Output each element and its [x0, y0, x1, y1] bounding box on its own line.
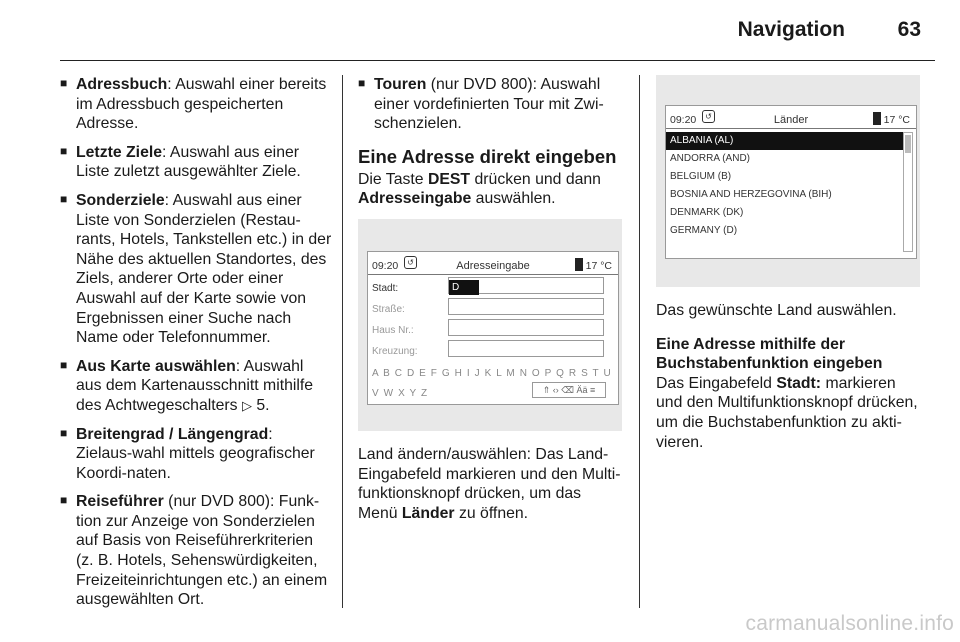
- field-label: Haus Nr.:: [372, 324, 414, 336]
- phone-icon: [575, 258, 583, 271]
- form-row-city[interactable]: [368, 275, 618, 296]
- list-item: [60, 357, 332, 416]
- temperature: [575, 257, 612, 277]
- back-icon[interactable]: ↺: [404, 256, 417, 269]
- screen-header: [666, 106, 916, 129]
- bullet-icon: ■: [60, 357, 68, 372]
- item-term: Touren: [374, 76, 427, 93]
- bullet-icon: ■: [60, 76, 68, 90]
- bullet-icon: ■: [60, 143, 68, 158]
- item-text: : Auswahl einer bereits im Adressbuch gespeicherten Adresse.: [76, 76, 327, 133]
- paragraph: [358, 445, 624, 523]
- temperature: [873, 111, 910, 131]
- text: Die Taste: [358, 170, 428, 188]
- section-heading: Eine Adresse direkt eingeben: [358, 145, 617, 167]
- list-item[interactable]: DENMARK (DK): [670, 207, 744, 218]
- screen-title: Adresseingabe: [456, 259, 530, 272]
- clock-time: 09:20: [670, 114, 697, 126]
- text: Land ändern/auswählen: Das Land-Eingabefeld markieren und den Multi-funktionsknopf drücken, um das Menü: [358, 445, 621, 522]
- street-input[interactable]: [448, 298, 604, 315]
- key-name: DEST: [427, 170, 471, 188]
- page-reference[interactable]: 5.: [256, 396, 270, 414]
- paragraph: [656, 374, 922, 452]
- header-title: Navigation: [737, 18, 845, 41]
- reference-arrow-icon: ▷: [241, 397, 252, 413]
- item-text: : Zielaus-wahl mittels geografischer Koordi-naten.: [76, 425, 315, 482]
- letter-bar[interactable]: A B C D E F G H I J K L M N O P Q R S T U V W X Y Z: [372, 367, 612, 399]
- text: auswählen.: [471, 190, 556, 208]
- screen-title: Länder: [773, 114, 809, 126]
- clock-time: 09:20: [372, 259, 399, 272]
- bullet-icon: ■: [60, 425, 68, 440]
- intro-paragraph: [358, 170, 624, 209]
- column-divider: [639, 75, 640, 608]
- field-label: Stadt:: [372, 282, 399, 294]
- list-item[interactable]: ALBANIA (AL): [666, 132, 904, 150]
- bullet-icon: ■: [60, 191, 68, 206]
- list-item[interactable]: BELGIUM (B): [670, 171, 732, 182]
- list-item[interactable]: ANDORRA (AND): [670, 153, 751, 164]
- speller-controls[interactable]: ⇑ ‹› ⌫ Ää ≡: [532, 382, 606, 398]
- text: zu öffnen.: [454, 504, 529, 522]
- house-number-input[interactable]: [448, 319, 604, 336]
- text: drücken und dann: [470, 170, 601, 188]
- scrollbar[interactable]: [903, 132, 913, 252]
- item-term: Aus Karte auswählen: [76, 357, 236, 375]
- scrollbar-thumb[interactable]: [905, 135, 911, 153]
- page-number: 63: [897, 18, 921, 41]
- item-term: Breitengrad / Längengrad: [76, 425, 269, 443]
- phone-icon: [873, 112, 881, 125]
- item-text: : Auswahl aus dem Kartenausschnitt mithilfe des Achtwegeschalters: [76, 357, 314, 414]
- menu-name: Länder: [401, 504, 455, 522]
- list-item: [60, 143, 332, 182]
- menu-name: Adresseingabe: [358, 190, 472, 208]
- column-divider: [342, 75, 343, 608]
- list-item: [60, 425, 332, 484]
- item-term: Reiseführer: [76, 493, 164, 511]
- country-value[interactable]: D: [449, 280, 479, 295]
- screen-header: [368, 252, 618, 275]
- countries-screen: [665, 105, 917, 259]
- item-text: (nur DVD 800): Auswahl einer vordefinierten Tour mit Zwi-schenzielen.: [374, 76, 604, 133]
- list-item: [60, 75, 332, 134]
- list-item[interactable]: GERMANY (D): [670, 225, 738, 236]
- subsection-heading: Eine Adresse mithilfe der Buchstabenfunktion eingeben: [656, 335, 883, 373]
- text: Das Eingabefeld: [656, 374, 777, 392]
- city-input[interactable]: [448, 277, 604, 294]
- form-row-crossing[interactable]: [368, 338, 618, 359]
- item-text: : Auswahl aus einer Liste von Sonderzielen (Restau-rants, Hotels, Tankstellen etc.) in der Nähe des aktuellen Standortes, des Ziels, anderer Orte oder einer Auswahl auf der Karte sowie von Ergebnissen einer Suche nach Name oder Telefonnummer.: [76, 191, 332, 347]
- country-list: [666, 129, 916, 240]
- bullet-icon: ■: [358, 76, 366, 90]
- column-1: [60, 75, 332, 619]
- form-row-house-number[interactable]: [368, 317, 618, 338]
- list-item: [358, 75, 624, 134]
- column-2: [358, 75, 624, 537]
- crossing-input[interactable]: [448, 340, 604, 357]
- page-header: [60, 0, 935, 61]
- watermark: carmanualsonline.info: [745, 612, 954, 635]
- screenshot-countries: [656, 75, 920, 287]
- temperature-value: 17 °C: [883, 114, 910, 126]
- back-icon[interactable]: ↺: [702, 110, 715, 123]
- list-item: [60, 191, 332, 348]
- field-label: Straße:: [372, 303, 405, 315]
- form-row-street[interactable]: [368, 296, 618, 317]
- bullet-icon: ■: [60, 493, 68, 508]
- item-text: : Auswahl aus einer Liste zuletzt ausgewählter Ziele.: [76, 143, 301, 181]
- screenshot-address-entry: [358, 219, 622, 431]
- field-label: Kreuzung:: [372, 345, 418, 357]
- item-term: Sonderziele: [76, 191, 165, 209]
- column-3: [656, 75, 922, 466]
- paragraph: Das gewünschte Land auswählen.: [656, 302, 897, 319]
- field-name: Stadt:: [776, 374, 822, 392]
- temperature-value: 17 °C: [585, 259, 612, 272]
- list-item[interactable]: BOSNIA AND HERZEGOVINA (BIH): [670, 189, 832, 200]
- list-item: [60, 492, 332, 610]
- text: markieren und den Multifunktionsknopf drücken, um die Buchstabenfunktion zu akti-vieren.: [656, 374, 918, 451]
- item-term: Letzte Ziele: [76, 143, 163, 161]
- address-entry-screen: [367, 251, 619, 405]
- item-text: (nur DVD 800): Funk-tion zur Anzeige von Sonderzielen auf Basis von Reiseführerkriterien (z. B. Hotels, Sehenswürdigkeiten, Freizeiteinrichtungen etc.) an einem ausgewählten Ort.: [76, 493, 328, 609]
- item-term: Adressbuch: [76, 76, 168, 93]
